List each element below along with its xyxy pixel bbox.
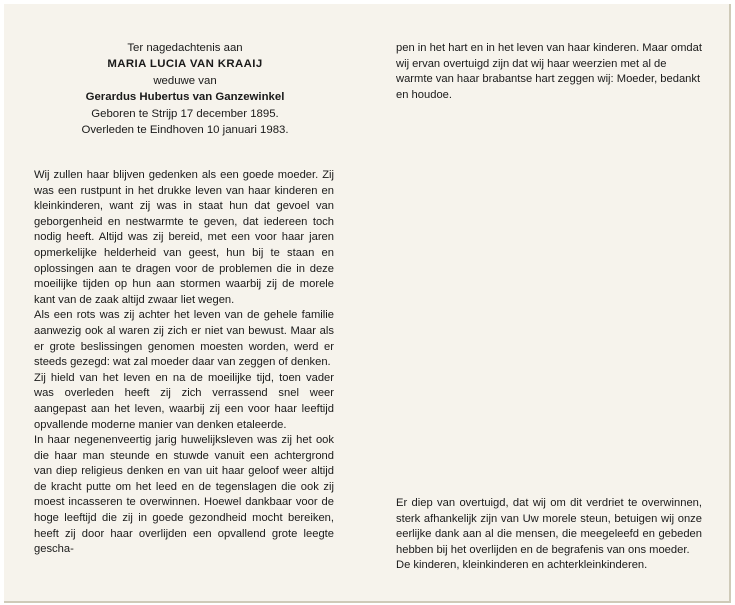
- memorial-header: [29, 40, 341, 138]
- paragraph: In haar negenenveertig jarig huwelijksleven was zij het ook die haar man steunde en stuwde vanuit een achtergrond van diep religieus denken en van uit haar geloof weer altijd de kracht putte om het leed en de tegenslagen die ook zij moest incasseren te overwinnen. Hoewel dankbaar voor de hoge leeftijd die zij in goede gezondheid mocht bereiken, heeft zij door haar overlijden een opvallend grote leegte gescha-: [34, 434, 334, 556]
- paragraph: pen in het hart en in het leven van haar kinderen. Maar omdat wij ervan overtuigd zijn dat wij haar weerzien met al de warmte van haar brabantse hart zeggen wij: Moeder, bedankt en houdoe.: [396, 42, 702, 101]
- right-page: [366, 4, 729, 601]
- birth-line: Geboren te Strijp 17 december 1895.: [91, 107, 279, 120]
- paragraph: Zij hield van het leven en na de moeilijke tijd, toen vader was overleden heeft zij zich verrassend snel weer aangepast aan het leven, waarbij zij een voor haar leeftijd opvallende moderne manier van denken etaleerde.: [34, 371, 334, 431]
- thanks-section: [396, 496, 702, 574]
- thanks-paragraph: Er diep van overtuigd, dat wij om dit verdriet te overwinnen, sterk afhankelijk zijn van Uw morele steun, betuigen wij onze eerlijke dank aan al die mensen, die meegeleefd en gebeden hebben bij het overlijden en de begrafenis van ons moeder.: [396, 497, 702, 556]
- spouse-name: Gerardus Hubertus van Ganzewinkel: [85, 91, 285, 104]
- memorial-text-continued: [396, 41, 702, 103]
- paragraph: Als een rots was zij achter het leven van de gehele familie aanwezig ook al waren zij zich er niet van bewust. Maar als er grote beslissingen genomen moesten worden, werd er steeds gezegd: wat zal moeder daar van zeggen of denken.: [34, 309, 334, 369]
- left-page: [4, 4, 366, 601]
- memorial-card: [4, 4, 731, 603]
- in-memory-line: Ter nagedachtenis aan: [127, 42, 243, 54]
- widow-of-line: weduwe van: [153, 74, 217, 87]
- death-line: Overleden te Eindhoven 10 januari 1983.: [81, 124, 289, 137]
- signoff: De kinderen, kleinkinderen en achterkleinkinderen.: [396, 559, 648, 572]
- deceased-name: MARIA LUCIA VAN KRAAIJ: [107, 58, 263, 71]
- paragraph: Wij zullen haar blijven gedenken als een goede moeder. Zij was een rustpunt in het drukke leven van haar kinderen en kleinkinderen, want zij was in staat hun dat gevoel van geborgenheid en nestwarmte te geven, dat iedereen toch nodig heeft. Altijd was zij bereid, met een voor haar jaren opmerkelijke helderheid van geest, hun bij te staan en oplossingen aan te dragen voor de problemen die in deze moeilijke tijden op hun aan stormen waarbij zij de morele kant van de zaak altijd zwaar liet wegen.: [34, 169, 334, 306]
- memorial-text: [34, 168, 334, 558]
